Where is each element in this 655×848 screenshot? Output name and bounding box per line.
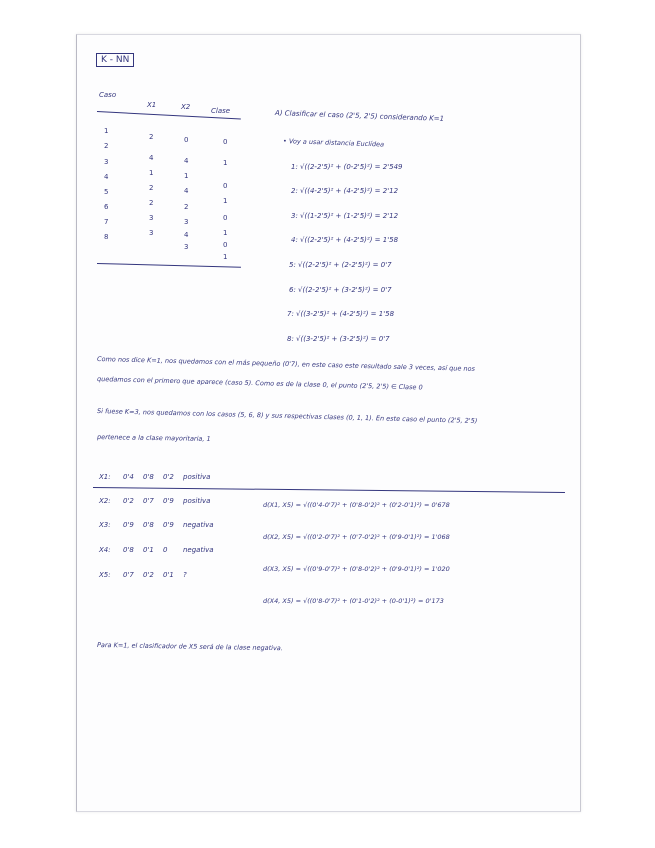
section-divider — [93, 487, 565, 493]
table-header-x2: X2 — [181, 103, 191, 111]
sample-row: X5: 0'7 0'2 0'1 ? — [99, 571, 187, 579]
conclusion-text: Para K=1, el clasificador de X5 será de la clase negativa. — [96, 641, 283, 653]
distance-note: • Voy a usar distancia Euclídea — [282, 137, 385, 149]
part-a-title: A) Clasificar el caso (2'5, 2'5) considerando K=1 — [274, 109, 445, 123]
distance-line: 3: √((1-2'5)² + (1-2'5)²) = 2'12 — [291, 212, 399, 220]
page-title: K - NN — [96, 53, 134, 67]
distance-line: 4: √((2-2'5)² + (4-2'5)²) = 1'58 — [291, 236, 399, 244]
sample-distance-line: d(X1, X5) = √((0'4-0'7)² + (0'8-0'2)² + (0'2-0'1)²) = 0'678 — [263, 501, 450, 509]
table-bottom-rule — [97, 263, 241, 268]
distance-line: 5: √((2-2'5)² + (2-2'5)²) = 0'7 — [289, 261, 392, 269]
distance-line: 2: √((4-2'5)² + (4-2'5)²) = 2'12 — [291, 187, 399, 195]
sample-distance-line: d(X2, X5) = √((0'2-0'7)² + (0'7-0'2)² + (0'9-0'1)²) = 1'068 — [263, 533, 450, 541]
table-header-x1: X1 — [147, 101, 157, 109]
distance-line: 7: √((3-2'5)² + (4-2'5)²) = 1'58 — [287, 310, 395, 318]
notebook-page: K - NN Caso X1 X2 Clase 1 2 0 0 2 3 4 4 1 4 1 1 5 2 4 0 6 2 2 1 7 3 3 0 8 3 4 1 3 0 1 A) Clasificar el caso (2'5, 2'5) considerando K=1 • Voy a usar distancia Euclídea 1: √((2-2'5)² + (0-2'5)²) = 2'549 2: √((4-2'5)² + (4-2'5)²) = 2'12 3: √((1-2'5)² + (1-2'5)²) = 2'12 4: √((2-2'5)² + (4-2'5)²) = 1'58 5: √((2-2'5)² + (2-2'5)²) = 0'7 6: √((2-2'5)² + (3-2'5)²) = 0'7 7: √((3-2'5)² + (4-2'5)²) = 1'58 8: √((3-2'5)² + (3-2'5)²) = 0'7 Como nos dice K=1, nos quedamos con el más pequeño (0'7), en este caso este resultado sale 3 veces, así que nos quedamos con el primero que aparece (caso 5). Como es de la clase 0, el punto (2'5, 2'5) ∈ Clase 0 Si fuese K=3, nos quedamos con los casos (5, 6, 8) y sus respectivas clases (0, 1, 1). En este caso el punto (2'5, 2'5) pertenece a la clase mayoritaria, 1 X1: 0'4 0'8 0'2 positiva X2: 0'2 0'7 0'9 positiva X3: 0'9 0'8 0'9 negativa X4: 0'8 0'1 0 negativa X5: 0'7 0'2 0'1 ? d(X1, X5) = √((0'4-0'7)² + (0'8-0'2)² + (0'2-0'1)²) = 0'678 d(X2, X5) = √((0'2-0'7)² + (0'7-0'2)² + (0'9-0'1)²) = 1'068 d(X3, X5) = √((0'9-0'7)² + (0'8-0'2)² + (0'9-0'1)²) = 1'020 d(X4, X5) = √((0'8-0'7)² + (0'1-0'2)² + (0-0'1)²) = 0'173 Para K=1, el clasificador de X5 será de la clase negativa. — [76, 34, 581, 812]
sample-row: X3: 0'9 0'8 0'9 negativa — [99, 521, 214, 529]
table-header-clase: Clase — [211, 107, 231, 115]
distance-line: 8: √((3-2'5)² + (3-2'5)²) = 0'7 — [287, 335, 390, 343]
sample-row: X4: 0'8 0'1 0 negativa — [99, 546, 214, 554]
sample-distance-line: d(X4, X5) = √((0'8-0'7)² + (0'1-0'2)² + (0-0'1)²) = 0'173 — [263, 597, 444, 605]
distance-line: 1: √((2-2'5)² + (0-2'5)²) = 2'549 — [291, 163, 403, 171]
paragraph-k3-line2: pertenece a la clase mayoritaria, 1 — [96, 433, 211, 443]
paragraph-k1-line2: quedamos con el primero que aparece (caso 5). Como es de la clase 0, el punto (2'5, 2'5) ∈ Clase 0 — [96, 375, 423, 392]
sample-row: X1: 0'4 0'8 0'2 positiva — [99, 473, 211, 481]
sample-row: X2: 0'2 0'7 0'9 positiva — [99, 497, 211, 505]
paragraph-k3-line1: Si fuese K=3, nos quedamos con los casos (5, 6, 8) y sus respectivas clases (0, 1, 1). En este caso el punto (2'5, 2'5) — [96, 407, 478, 425]
paragraph-k1-line1: Como nos dice K=1, nos quedamos con el más pequeño (0'7), en este caso este resultado sale 3 veces, así que nos — [96, 355, 476, 373]
sample-distance-line: d(X3, X5) = √((0'9-0'7)² + (0'8-0'2)² + (0'9-0'1)²) = 1'020 — [263, 565, 450, 573]
distance-line: 6: √((2-2'5)² + (3-2'5)²) = 0'7 — [289, 286, 392, 294]
table-header-caso: Caso — [99, 91, 117, 99]
